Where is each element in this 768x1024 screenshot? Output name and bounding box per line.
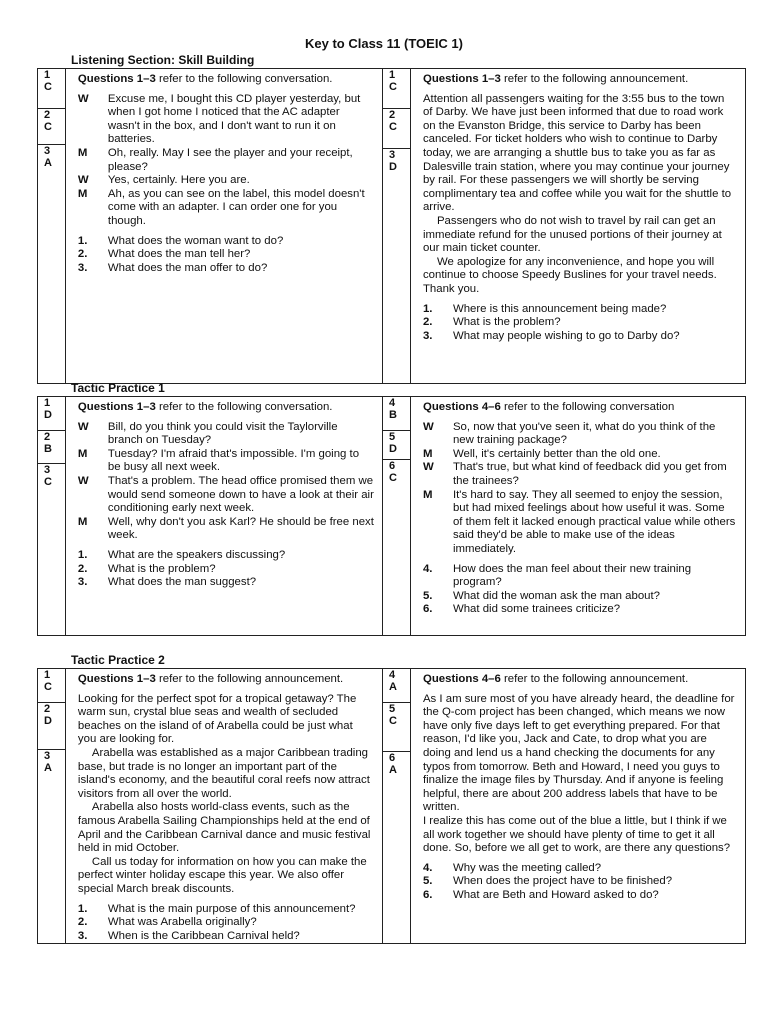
dialogue-text: Bill, do you think you could visit the Taylorville branch on Tuesday? <box>107 420 338 447</box>
left-answer-key <box>38 69 66 383</box>
question-text: What is the problem? <box>107 562 216 575</box>
answer-letter: C <box>389 472 397 485</box>
question-text: When is the Caribbean Carnival held? <box>107 929 300 942</box>
announcement-paragraph: Arabella also hosts world-class events, such as the famous Arabella Sailing Championships held at the end of April and the Caribbean Carnival dance and music festival held in mid October. <box>77 801 371 855</box>
question-item <box>423 590 737 604</box>
dialogue-line <box>78 475 374 516</box>
question-item <box>423 889 737 903</box>
dialogue-text: That's true, but what kind of feedback did you get from the trainees? <box>452 461 727 487</box>
answer-key-cell <box>38 145 65 383</box>
answer-letter: C <box>389 120 397 133</box>
dialogue-text: Well, why don't you ask Karl? He should be free next week. <box>107 515 374 542</box>
answer-key-cell <box>38 703 65 751</box>
section-label: Tactic Practice 2 <box>71 653 165 667</box>
questions-heading <box>78 673 374 687</box>
question-text: Why was the meeting called? <box>452 861 602 874</box>
question-number: 3 <box>44 750 51 763</box>
dialogue-text: Yes, certainly. Here you are. <box>107 174 250 187</box>
answer-letter: D <box>44 714 52 727</box>
announcement-paragraph: Attention all passengers waiting for the 3:55 bus to the town of Darby. We have just been informed that due to road work on the Evanston Bridge, this service to Darby has been canceled. For ticket holders who wish to continue to Darby today, we are arranging a shuttle bus to take you as far as Dalesville train station, where you may continue your journey by rail. For these passengers we will shortly be serving complimentary tea and coffee while you wait for the shuttle to arrive. <box>422 92 732 214</box>
answer-key-cell <box>38 464 65 635</box>
questions-range: Questions 1–3 <box>77 673 156 685</box>
answer-letter: A <box>44 156 52 169</box>
answer-key-cell <box>383 431 410 461</box>
question-number: 2. <box>422 316 433 329</box>
questions-intro: refer to the following announcement. <box>500 673 689 685</box>
dialogue-line <box>423 448 737 462</box>
announcement-paragraph: Call us today for information on how you can make the perfect winter holiday escape this year. We also offer special March break discounts. <box>77 855 367 895</box>
dialogue-text: That's a problem. The head office promised them we would send someone down to have a look at their air conditioning early next week. <box>107 474 374 515</box>
left-answer-key <box>38 397 66 635</box>
dialogue-line <box>78 421 374 448</box>
answer-grid <box>37 668 746 944</box>
question-number: 3. <box>77 576 88 589</box>
answer-letter: A <box>389 764 397 777</box>
question-text: What did some trainees criticize? <box>452 603 621 616</box>
question-item <box>423 563 737 590</box>
questions-intro: refer to the following conversation <box>500 401 675 413</box>
question-text: What was Arabella originally? <box>107 916 257 929</box>
question-list <box>78 903 374 944</box>
answer-letter: A <box>389 681 397 693</box>
answer-letter: A <box>44 762 52 775</box>
answer-letter: C <box>44 120 52 133</box>
answer-letter: D <box>389 160 397 173</box>
question-item <box>78 235 374 249</box>
question-text: What does the man suggest? <box>107 576 257 589</box>
question-list <box>423 862 737 903</box>
question-item <box>423 303 737 317</box>
answer-letter: C <box>389 81 397 93</box>
question-text: What are Beth and Howard asked to do? <box>452 888 659 901</box>
question-text: Where is this announcement being made? <box>452 302 667 315</box>
question-text: What did the woman ask the man about? <box>452 589 661 602</box>
answer-grid <box>37 396 746 636</box>
question-item <box>78 549 374 563</box>
dialogue-line <box>78 188 374 229</box>
answer-key-cell <box>383 669 410 703</box>
dialogue-text: So, now that you've seen it, what do you think of the new training package? <box>452 420 716 447</box>
questions-intro: refer to the following announcement. <box>500 73 689 85</box>
question-text: What may people wishing to go to Darby do? <box>452 329 680 342</box>
answer-key-cell <box>383 109 410 149</box>
right-transcript <box>411 669 745 943</box>
speaker-label: M <box>77 146 88 159</box>
question-item <box>78 930 374 943</box>
question-number: 1. <box>77 902 88 915</box>
answer-letter: C <box>44 681 52 693</box>
left-transcript <box>66 397 383 635</box>
dialogue-line <box>78 147 374 174</box>
question-number: 2. <box>77 562 88 575</box>
right-transcript <box>411 397 745 635</box>
question-number: 5. <box>422 875 433 888</box>
questions-intro: refer to the following announcement. <box>155 673 344 685</box>
speaker-label: M <box>422 447 433 460</box>
question-number: 1 <box>44 669 51 681</box>
dialogue-text: Ah, as you can see on the label, this model doesn't come with an adapter. I can order one for you though. <box>107 187 365 227</box>
answer-letter: D <box>389 442 397 455</box>
question-number: 4. <box>422 861 433 874</box>
questions-range: Questions 4–6 <box>422 673 501 685</box>
answer-letter: C <box>389 714 397 727</box>
question-number: 5 <box>389 430 396 443</box>
question-number: 4. <box>422 562 433 575</box>
section-label: Listening Section: Skill Building <box>71 53 255 67</box>
question-item <box>78 262 374 276</box>
question-number: 2 <box>44 702 51 715</box>
answer-letter: D <box>44 409 52 421</box>
dialogue-line <box>78 516 374 543</box>
speaker-label: W <box>77 420 89 433</box>
question-item <box>423 875 737 889</box>
question-list <box>423 563 737 617</box>
question-item <box>423 862 737 876</box>
question-number: 2. <box>77 916 88 929</box>
speaker-label: M <box>77 187 88 200</box>
question-list <box>423 303 737 344</box>
answer-key-cell <box>383 752 410 943</box>
answer-grid <box>37 68 746 384</box>
questions-heading <box>78 73 374 87</box>
speaker-label: M <box>77 447 88 460</box>
answer-key-cell <box>383 397 410 431</box>
answer-letter: B <box>389 409 397 421</box>
question-number: 1. <box>77 234 88 247</box>
questions-heading <box>423 673 737 687</box>
question-number: 2 <box>44 430 51 443</box>
left-transcript <box>66 69 383 383</box>
question-number: 3. <box>77 261 88 274</box>
left-answer-key <box>38 669 66 943</box>
question-item <box>78 916 374 930</box>
question-item <box>78 248 374 262</box>
questions-range: Questions 1–3 <box>422 73 501 85</box>
speaker-label: W <box>422 461 434 474</box>
question-text: What is the problem? <box>452 316 561 329</box>
dialogue-line <box>78 93 374 147</box>
question-text: When does the project have to be finished? <box>452 875 673 888</box>
question-number: 1 <box>389 69 396 81</box>
question-number: 1 <box>44 69 51 81</box>
dialogue-line <box>423 461 737 488</box>
question-number: 4 <box>389 397 396 409</box>
right-transcript <box>411 69 745 383</box>
question-number: 1. <box>77 548 88 561</box>
question-item <box>423 603 737 617</box>
announcement-paragraph: We apologize for any inconvenience, and hope you will continue to choose Speedy Buslines for your travel needs. Thank you. <box>422 255 717 295</box>
question-number: 6. <box>422 603 433 616</box>
questions-heading <box>78 401 374 415</box>
announcement-paragraph: As I am sure most of you have already heard, the deadline for the Q-com project has been changed, which means we now have only five days left to get everything prepared. For that reason, I'd like you, Jack and Cate, to drop what you are doing and lend us a hand checking the documents for any typos from tomorrow. Beth and Howard, I need you guys to finalize the image files by Thursday. And if anyone is feeling helpful, there are about 200 address labels that have to be written. <box>422 692 735 814</box>
dialogue-line <box>78 448 374 475</box>
question-number: 6. <box>422 888 433 901</box>
question-number: 6 <box>389 460 396 473</box>
question-number: 3 <box>389 148 396 161</box>
answer-key-cell <box>38 750 65 943</box>
answer-key-cell <box>383 69 410 109</box>
question-number: 4 <box>389 669 396 681</box>
question-number: 2. <box>77 248 88 261</box>
question-number: 1. <box>422 302 433 315</box>
question-text: What does the man tell her? <box>107 248 251 261</box>
page-title: Key to Class 11 (TOEIC 1) <box>305 36 463 51</box>
answer-key-cell <box>38 109 65 145</box>
section-label: Tactic Practice 1 <box>71 381 165 395</box>
question-number: 2 <box>44 108 51 121</box>
announcement-paragraph: Looking for the perfect spot for a tropical getaway? The warm sun, crystal blue seas and wealth of secluded beaches on the island of of Arabella could be just what you are looking for. <box>77 692 357 746</box>
question-text: What are the speakers discussing? <box>107 548 286 561</box>
speaker-label: W <box>77 92 89 105</box>
question-item <box>78 903 374 917</box>
question-item <box>78 563 374 577</box>
questions-intro: refer to the following conversation. <box>155 401 333 413</box>
speaker-label: W <box>77 174 89 187</box>
question-number: 5. <box>422 589 433 602</box>
question-text: What is the main purpose of this announcement? <box>107 902 356 915</box>
speaker-label: W <box>77 474 89 487</box>
question-number: 3 <box>44 464 51 477</box>
question-text: What does the man offer to do? <box>107 261 268 274</box>
questions-heading <box>423 401 737 415</box>
questions-range: Questions 1–3 <box>77 73 156 85</box>
right-answer-key <box>383 69 411 383</box>
answer-letter: C <box>44 476 52 489</box>
question-number: 2 <box>389 108 396 121</box>
question-number: 3. <box>77 929 88 942</box>
speaker-label: M <box>422 488 433 501</box>
question-text: What does the woman want to do? <box>107 234 284 247</box>
dialogue-line <box>423 421 737 448</box>
left-transcript <box>66 669 383 943</box>
answer-key-cell <box>38 69 65 109</box>
right-answer-key <box>383 397 411 635</box>
announcement-paragraph: I realize this has come out of the blue a little, but I think if we all work together we should have plenty of time to get it all done. So, before we all get to work, are there any questions? <box>422 814 731 855</box>
question-list <box>78 549 374 590</box>
dialogue-text: It's hard to say. They all seemed to enjoy the session, but had mixed feelings about how useful it was. Some of them felt it lacked enough practical value while others said they'd be able to make use of the ideas immediately. <box>452 488 736 555</box>
question-number: 1 <box>44 397 51 409</box>
answer-key-cell <box>383 149 410 384</box>
right-answer-key <box>383 669 411 943</box>
dialogue-text: Well, it's certainly better than the old one. <box>452 447 661 460</box>
question-text: How does the man feel about their new training program? <box>452 562 692 589</box>
question-item <box>423 330 737 344</box>
announcement-paragraph: Arabella was established as a major Caribbean trading base, but trade is no longer an important part of the island's economy, and the beautiful coral reefs now attract visitors from all over the world. <box>77 746 370 800</box>
question-item <box>423 316 737 330</box>
answer-key-cell <box>383 460 410 635</box>
dialogue-text: Tuesday? I'm afraid that's impossible. I'm going to be busy all next week. <box>107 447 360 474</box>
announcement-paragraph: Passengers who do not wish to travel by rail can get an immediate refund for the unused portions of their journey at our main ticket counter. <box>422 214 722 255</box>
question-item <box>78 576 374 590</box>
speaker-label: M <box>77 515 88 528</box>
answer-letter: B <box>44 442 52 455</box>
questions-range: Questions 1–3 <box>77 401 156 413</box>
answer-key-cell <box>38 669 65 703</box>
question-number: 3. <box>422 329 433 342</box>
dialogue-text: Excuse me, I bought this CD player yesterday, but when I got home I noticed that the AC adapter wasn't in the box, and I don't want to run it on batteries. <box>107 92 361 146</box>
question-number: 5 <box>389 702 396 715</box>
answer-key-cell <box>38 431 65 465</box>
answer-key-cell <box>383 703 410 753</box>
question-number: 3 <box>44 144 51 157</box>
answer-key-cell <box>38 397 65 431</box>
answer-letter: C <box>44 81 52 93</box>
dialogue-line <box>423 489 737 557</box>
questions-intro: refer to the following conversation. <box>155 73 333 85</box>
dialogue-text: Oh, really. May I see the player and your receipt, please? <box>107 146 353 173</box>
speaker-label: W <box>422 420 434 433</box>
questions-range: Questions 4–6 <box>422 401 501 413</box>
questions-heading <box>423 73 737 87</box>
question-number: 6 <box>389 752 396 765</box>
question-list <box>78 235 374 276</box>
dialogue-line <box>78 174 374 188</box>
